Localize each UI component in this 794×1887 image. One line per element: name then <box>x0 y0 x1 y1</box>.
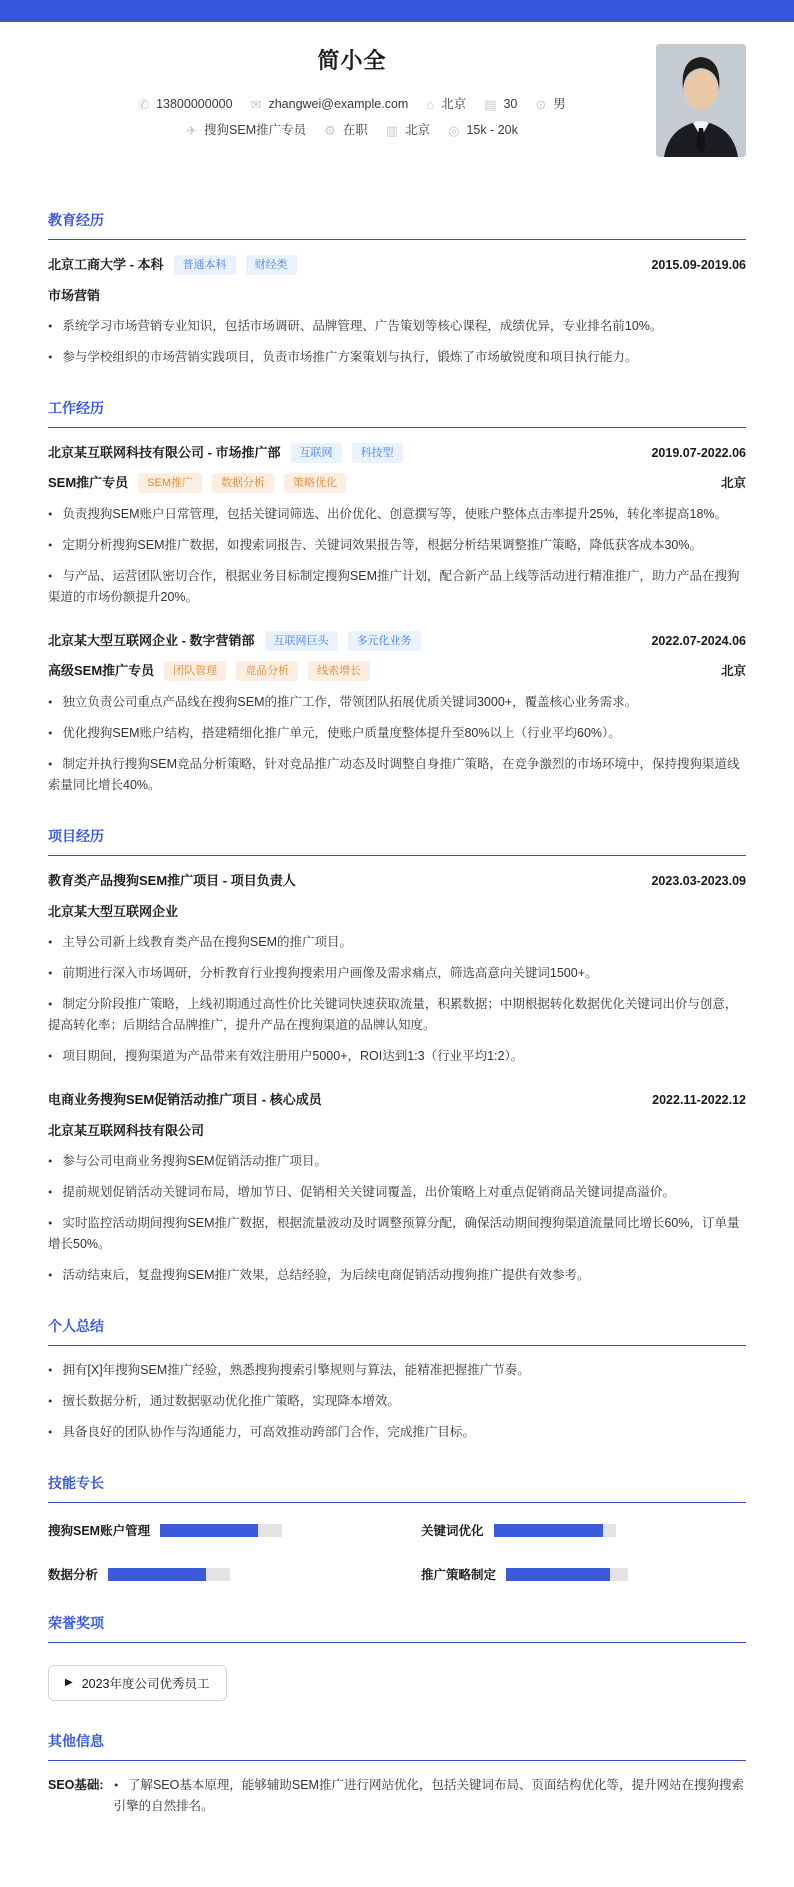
bullet-dot-icon: • <box>48 1268 53 1282</box>
contact-text: 男 <box>553 97 566 111</box>
bullet-dot-icon: • <box>48 997 53 1011</box>
project-name: 电商业务搜狗SEM促销活动推广项目 - 核心成员 <box>48 1092 322 1107</box>
bullet-text: 参与学校组织的市场营销实践项目，负责市场推广方案策划与执行，锻炼了市场敏锐度和项目执行能力。 <box>62 350 638 364</box>
skill-item <box>48 1565 373 1583</box>
section-summary <box>48 1316 746 1443</box>
work-location: 北京 <box>720 476 746 490</box>
bullet-item <box>48 754 746 796</box>
tag-badge: 策略优化 <box>284 473 346 492</box>
award-item-button[interactable] <box>48 1665 227 1701</box>
bullet-text: 系统学习市场营销专业知识，包括市场调研、品牌管理、广告策划等核心课程，成绩优异，专业排名前10%。 <box>62 319 663 333</box>
bullet-text: 独立负责公司重点产品线在搜狗SEM的推广工作，带领团队拓展优质关键词3000+，覆盖核心业务需求。 <box>62 695 638 709</box>
bullet-text: 提前规划促销活动关键词布局，增加节日、促销相关关键词覆盖，出价策略上对重点促销商品关键词提高溢价。 <box>62 1185 675 1199</box>
project-bullets <box>48 932 746 1067</box>
project-bullets <box>48 1151 746 1286</box>
bullet-text: 实时监控活动期间搜狗SEM推广数据，根据流量波动及时调整预算分配，确保活动期间搜狗渠道流量同比增长60%，订单量增长50%。 <box>48 1216 740 1251</box>
bullet-item <box>48 535 746 556</box>
top-accent-bar <box>0 0 794 22</box>
gear-icon: ⚙ <box>324 122 336 138</box>
section-title-projects: 项目经历 <box>48 826 746 856</box>
skill-label: 推广策略制定 <box>421 1568 497 1582</box>
bullet-text: 具备良好的团队协作与沟通能力，可高效推动跨部门合作，完成推广目标。 <box>62 1425 475 1439</box>
bullet-item <box>48 1360 746 1381</box>
bullet-dot-icon: • <box>48 935 53 949</box>
tag-badge: 竞品分析 <box>236 661 298 680</box>
work-entry <box>48 442 746 608</box>
section-title-work: 工作经历 <box>48 398 746 428</box>
bullet-dot-icon: • <box>48 1216 53 1230</box>
company-name: 北京某互联网科技有限公司 - 市场推广部 <box>48 445 281 460</box>
work-bullets <box>48 692 746 796</box>
bullet-text: 负责搜狗SEM账户日常管理，包括关键词筛选、出价优化、创意撰写等，使账户整体点击率提升25%，转化率提高18%。 <box>62 507 728 521</box>
contact-text: 在职 <box>342 123 368 137</box>
section-title-other: 其他信息 <box>48 1731 746 1761</box>
bullet-item <box>48 1265 746 1286</box>
bullet-text: 参与公司电商业务搜狗SEM促销活动推广项目。 <box>62 1154 327 1168</box>
bullet-text: 拥有[X]年搜狗SEM推广经验，熟悉搜狗搜索引擎规则与算法，能精准把握推广节奏。 <box>62 1363 530 1377</box>
tag-badge: SEM推广 <box>138 473 202 492</box>
gender-icon: ⊙ <box>535 96 547 112</box>
bullet-text: 与产品、运营团队密切合作，根据业务目标制定搜狗SEM推广计划，配合新产品上线等活动进行精准推广，助力产品在搜狗渠道的市场份额提升20%。 <box>48 569 740 604</box>
bullet-dot-icon: • <box>48 695 53 709</box>
bullet-item <box>114 1775 746 1817</box>
contact-text: 北京 <box>405 123 431 137</box>
bullet-text: 活动结束后，复盘搜狗SEM推广效果，总结经验，为后续电商促销活动搜狗推广提供有效参考。 <box>62 1268 590 1282</box>
bullet-dot-icon: • <box>48 350 53 364</box>
resume-header <box>48 22 746 180</box>
skill-item <box>421 1565 746 1583</box>
project-date: 2022.11-2022.12 <box>652 1093 746 1107</box>
bullet-text: 擅长数据分析，通过数据驱动优化推广策略，实现降本增效。 <box>62 1394 400 1408</box>
education-entry <box>48 254 746 368</box>
resume-page <box>0 22 794 1887</box>
education-bullets <box>48 316 746 368</box>
contact-location <box>426 91 466 117</box>
bullet-dot-icon: • <box>48 1363 53 1377</box>
skill-item <box>48 1521 373 1539</box>
school-name: 北京工商大学 - 本科 <box>48 257 164 272</box>
skill-item <box>421 1521 746 1539</box>
bullet-item <box>48 1151 746 1172</box>
bullet-item <box>48 316 746 337</box>
contact-text: 13800000000 <box>156 97 233 111</box>
major-name: 市场营销 <box>48 288 101 303</box>
skill-label: 关键词优化 <box>421 1524 484 1538</box>
company-tags <box>291 443 403 462</box>
contact-text: 搜狗SEM推广专员 <box>204 123 307 137</box>
other-info-row <box>48 1775 746 1827</box>
award-label: 2023年度公司优秀员工 <box>81 1677 210 1691</box>
skill-bar <box>160 1524 282 1537</box>
header-info <box>48 40 656 143</box>
contact-text: 30 <box>503 97 518 111</box>
paper-plane-icon: ✈ <box>186 122 198 138</box>
tag-badge: 财经类 <box>246 255 297 274</box>
bullet-text: 了解SEO基本原理，能够辅助SEM推广进行网站优化，包括关键词布局、页面结构优化等，提升网站在搜狗搜索引擎的自然排名。 <box>113 1778 744 1813</box>
project-date: 2023.03-2023.09 <box>651 874 746 888</box>
bullet-item <box>48 963 746 984</box>
section-title-education: 教育经历 <box>48 210 746 240</box>
tag-badge: 数据分析 <box>212 473 274 492</box>
work-location: 北京 <box>720 664 746 678</box>
tag-badge: 科技型 <box>352 443 403 462</box>
company-name: 北京某大型互联网企业 - 数字营销部 <box>48 633 255 648</box>
bullet-item <box>48 723 746 744</box>
tag-badge: 团队管理 <box>164 661 226 680</box>
section-honors <box>48 1613 746 1701</box>
contact-row-2 <box>186 117 518 143</box>
section-other <box>48 1731 746 1827</box>
section-education <box>48 210 746 368</box>
project-org: 北京某大型互联网企业 <box>48 904 179 919</box>
job-title: 高级SEM推广专员 <box>48 663 155 678</box>
contact-text: 北京 <box>441 97 467 111</box>
bullet-dot-icon: • <box>48 538 53 552</box>
project-entry <box>48 1089 746 1286</box>
other-info-label: SEO基础: <box>48 1778 104 1792</box>
contact-gender <box>535 91 565 117</box>
section-projects <box>48 826 746 1286</box>
work-bullets <box>48 504 746 608</box>
bullet-text: 定期分析搜狗SEM推广数据，如搜索词报告、关键词效果报告等，根据分析结果调整推广策略，降低获客成本30%。 <box>62 538 702 552</box>
bullet-item <box>48 994 746 1036</box>
school-tags <box>174 255 297 274</box>
bullet-text: 主导公司新上线教育类产品在搜狗SEM的推广项目。 <box>62 935 352 949</box>
project-entry <box>48 870 746 1067</box>
skill-bar <box>494 1524 616 1537</box>
section-title-summary: 个人总结 <box>48 1316 746 1346</box>
skill-bar <box>506 1568 628 1581</box>
contact-email <box>251 91 409 117</box>
skill-label: 搜狗SEM账户管理 <box>48 1524 151 1538</box>
bullet-dot-icon: • <box>48 966 53 980</box>
bullet-dot-icon: • <box>48 319 53 333</box>
skill-bar <box>108 1568 230 1581</box>
tag-badge: 互联网 <box>291 443 342 462</box>
bullet-text: 优化搜狗SEM账户结构，搭建精细化推广单元，使账户质量度整体提升至80%以上（行业平均60%）。 <box>62 726 621 740</box>
job-title: SEM推广专员 <box>48 475 129 490</box>
role-tags <box>164 661 370 680</box>
target-city <box>386 117 430 143</box>
bullet-item <box>48 932 746 953</box>
contact-row-1 <box>138 91 566 117</box>
job-status <box>324 117 368 143</box>
bullet-dot-icon: • <box>48 1425 53 1439</box>
skill-bar-fill <box>506 1568 610 1581</box>
bullet-item <box>48 1213 746 1255</box>
tag-badge: 多元化业务 <box>348 631 421 650</box>
bullet-dot-icon: • <box>48 1154 53 1168</box>
work-date: 2022.07-2024.06 <box>651 634 746 648</box>
document-icon: ▥ <box>385 122 399 138</box>
bullet-dot-icon: • <box>48 507 53 521</box>
bullet-item <box>48 347 746 368</box>
education-date: 2015.09-2019.06 <box>651 258 746 272</box>
section-skills <box>48 1473 746 1583</box>
location-icon: ⌂ <box>426 96 435 112</box>
bullet-dot-icon: • <box>113 1778 118 1792</box>
contact-phone <box>138 91 232 117</box>
bullet-item <box>48 566 746 608</box>
skill-bar-fill <box>108 1568 206 1581</box>
bullet-text: 前期进行深入市场调研，分析教育行业搜狗搜索用户画像及需求痛点，筛选高意向关键词1500+。 <box>62 966 598 980</box>
expected-salary <box>448 117 518 143</box>
tag-badge: 互联网巨头 <box>265 631 338 650</box>
tag-badge: 线索增长 <box>308 661 370 680</box>
work-date: 2019.07-2022.06 <box>651 446 746 460</box>
bullet-item <box>48 1182 746 1203</box>
section-work <box>48 398 746 796</box>
candidate-name: 简小全 <box>317 48 387 73</box>
skill-label: 数据分析 <box>48 1568 99 1582</box>
age-icon: ▤ <box>484 96 497 112</box>
play-triangle-icon: ▶ <box>65 1677 73 1688</box>
target-position <box>186 117 306 143</box>
profile-photo <box>656 44 746 157</box>
bullet-dot-icon: • <box>48 1185 53 1199</box>
contact-age <box>484 91 517 117</box>
bullet-text: 制定分阶段推广策略，上线初期通过高性价比关键词快速获取流量，积累数据；中期根据转化数据优化关键词出价与创意，提高转化率；后期结合品牌推广，提升产品在搜狗渠道的品牌认知度。 <box>48 997 738 1032</box>
section-title-skills: 技能专长 <box>48 1473 746 1503</box>
skills-grid <box>48 1521 746 1583</box>
target-icon: ◎ <box>448 122 460 138</box>
contact-text: 15k - 20k <box>466 123 518 137</box>
skill-bar-fill <box>494 1524 604 1537</box>
tag-badge: 普通本科 <box>174 255 236 274</box>
contact-text: zhangwei@example.com <box>268 97 409 111</box>
bullet-dot-icon: • <box>48 726 53 740</box>
work-entry <box>48 630 746 796</box>
skill-bar-fill <box>160 1524 258 1537</box>
company-tags <box>265 631 421 650</box>
section-title-honors: 荣誉奖项 <box>48 1613 746 1643</box>
bullet-item <box>48 1391 746 1412</box>
email-icon: ✉ <box>250 96 262 112</box>
phone-icon: ✆ <box>138 96 150 112</box>
bullet-dot-icon: • <box>48 1394 53 1408</box>
bullet-item <box>48 504 746 525</box>
bullet-dot-icon: • <box>48 757 53 771</box>
summary-bullets <box>48 1360 746 1443</box>
bullet-item <box>48 692 746 713</box>
project-name: 教育类产品搜狗SEM推广项目 - 项目负责人 <box>48 873 296 888</box>
bullet-dot-icon: • <box>48 569 53 583</box>
bullet-text: 制定并执行搜狗SEM竞品分析策略，针对竞品推广动态及时调整自身推广策略，在竞争激烈的市场环境中，保持搜狗渠道线索量同比增长40%。 <box>48 757 740 792</box>
other-info-bullets <box>114 1775 746 1827</box>
bullet-item <box>48 1422 746 1443</box>
bullet-item <box>48 1046 746 1067</box>
bullet-dot-icon: • <box>48 1049 53 1063</box>
role-tags <box>138 473 346 492</box>
project-org: 北京某互联网科技有限公司 <box>48 1123 205 1138</box>
bullet-text: 项目期间，搜狗渠道为产品带来有效注册用户5000+，ROI达到1:3（行业平均1:2）。 <box>62 1049 524 1063</box>
